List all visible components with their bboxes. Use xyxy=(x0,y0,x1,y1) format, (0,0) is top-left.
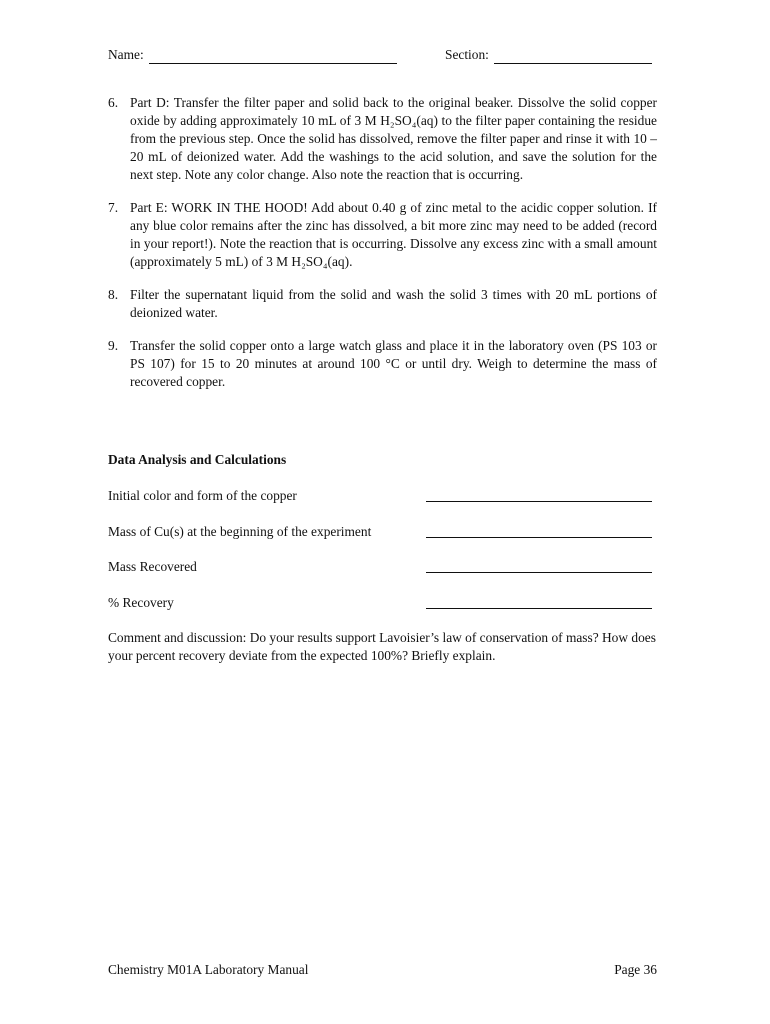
data-row-mass-recovered xyxy=(108,558,657,578)
step-text: Part D: Transfer the filter paper and solid back to the original beaker. Dissolve the solid copper oxide by adding approximately 10 mL of 3 M H₂SO₄(aq) to the filter paper containing the residue from the previous step. Once the solid has dissolved, remove the filter paper and rinse it with 10 – 20 mL of deionized water. Add the washings to the acid solution, and save the solution for the next step. Note any color change. Also note the reaction that is occurring. xyxy=(130,95,657,182)
name-label: Name: xyxy=(108,47,144,62)
section-blank-line[interactable] xyxy=(494,49,652,64)
footer xyxy=(108,961,657,981)
step-number: 6. xyxy=(108,95,119,110)
step-number: 8. xyxy=(108,287,119,302)
data-row-initial-mass xyxy=(108,523,657,543)
footer-manual-title: Chemistry M01A Laboratory Manual xyxy=(108,962,309,977)
footer-page-number: Page 36 xyxy=(614,962,657,977)
name-blank-line[interactable] xyxy=(149,49,397,64)
data-row-initial-color xyxy=(108,487,657,507)
name-field-group xyxy=(108,46,397,64)
section-field-group xyxy=(445,46,652,64)
procedure-steps xyxy=(108,94,657,406)
step-text: Filter the supernatant liquid from the solid and wash the solid 3 times with 20 mL portions of deionized water. xyxy=(130,287,657,320)
data-row-label: % Recovery xyxy=(108,595,174,610)
comment-discussion-prompt: Comment and discussion: Do your results support Lavoisier’s law of conservation of mass? How does your percent recovery deviate from the expected 100%? Briefly explain. xyxy=(108,630,656,663)
answer-blank-line[interactable] xyxy=(426,501,652,502)
data-row-label: Mass Recovered xyxy=(108,559,197,574)
procedure-step xyxy=(108,94,657,184)
step-text: Part E: WORK IN THE HOOD! Add about 0.40 g of zinc metal to the acidic copper solution. If any blue color remains after the zinc has dissolved, a bit more zinc may need to be added (record in your report!). Note the reaction that is occurring. Dissolve any excess zinc with a small amount (approximately 5 mL) of 3 M H₂SO₄(aq). xyxy=(130,200,657,269)
data-row-label: Mass of Cu(s) at the beginning of the experiment xyxy=(108,524,372,539)
answer-blank-line[interactable] xyxy=(426,608,652,609)
header xyxy=(108,46,657,66)
answer-blank-line[interactable] xyxy=(426,572,652,573)
data-row-percent-recovery xyxy=(108,594,657,614)
procedure-step xyxy=(108,337,657,391)
step-number: 7. xyxy=(108,200,119,215)
data-analysis-heading: Data Analysis and Calculations xyxy=(108,452,287,467)
answer-blank-line[interactable] xyxy=(426,537,652,538)
procedure-step xyxy=(108,199,657,271)
section-label: Section: xyxy=(445,47,489,62)
step-text: Transfer the solid copper onto a large watch glass and place it in the laboratory oven (PS 103 or PS 107) for 15 to 20 minutes at around 100 °C or until dry. Weigh to determine the mass of recovered copper. xyxy=(130,338,657,389)
procedure-step xyxy=(108,286,657,322)
data-row-label: Initial color and form of the copper xyxy=(108,488,297,503)
step-number: 9. xyxy=(108,338,119,353)
